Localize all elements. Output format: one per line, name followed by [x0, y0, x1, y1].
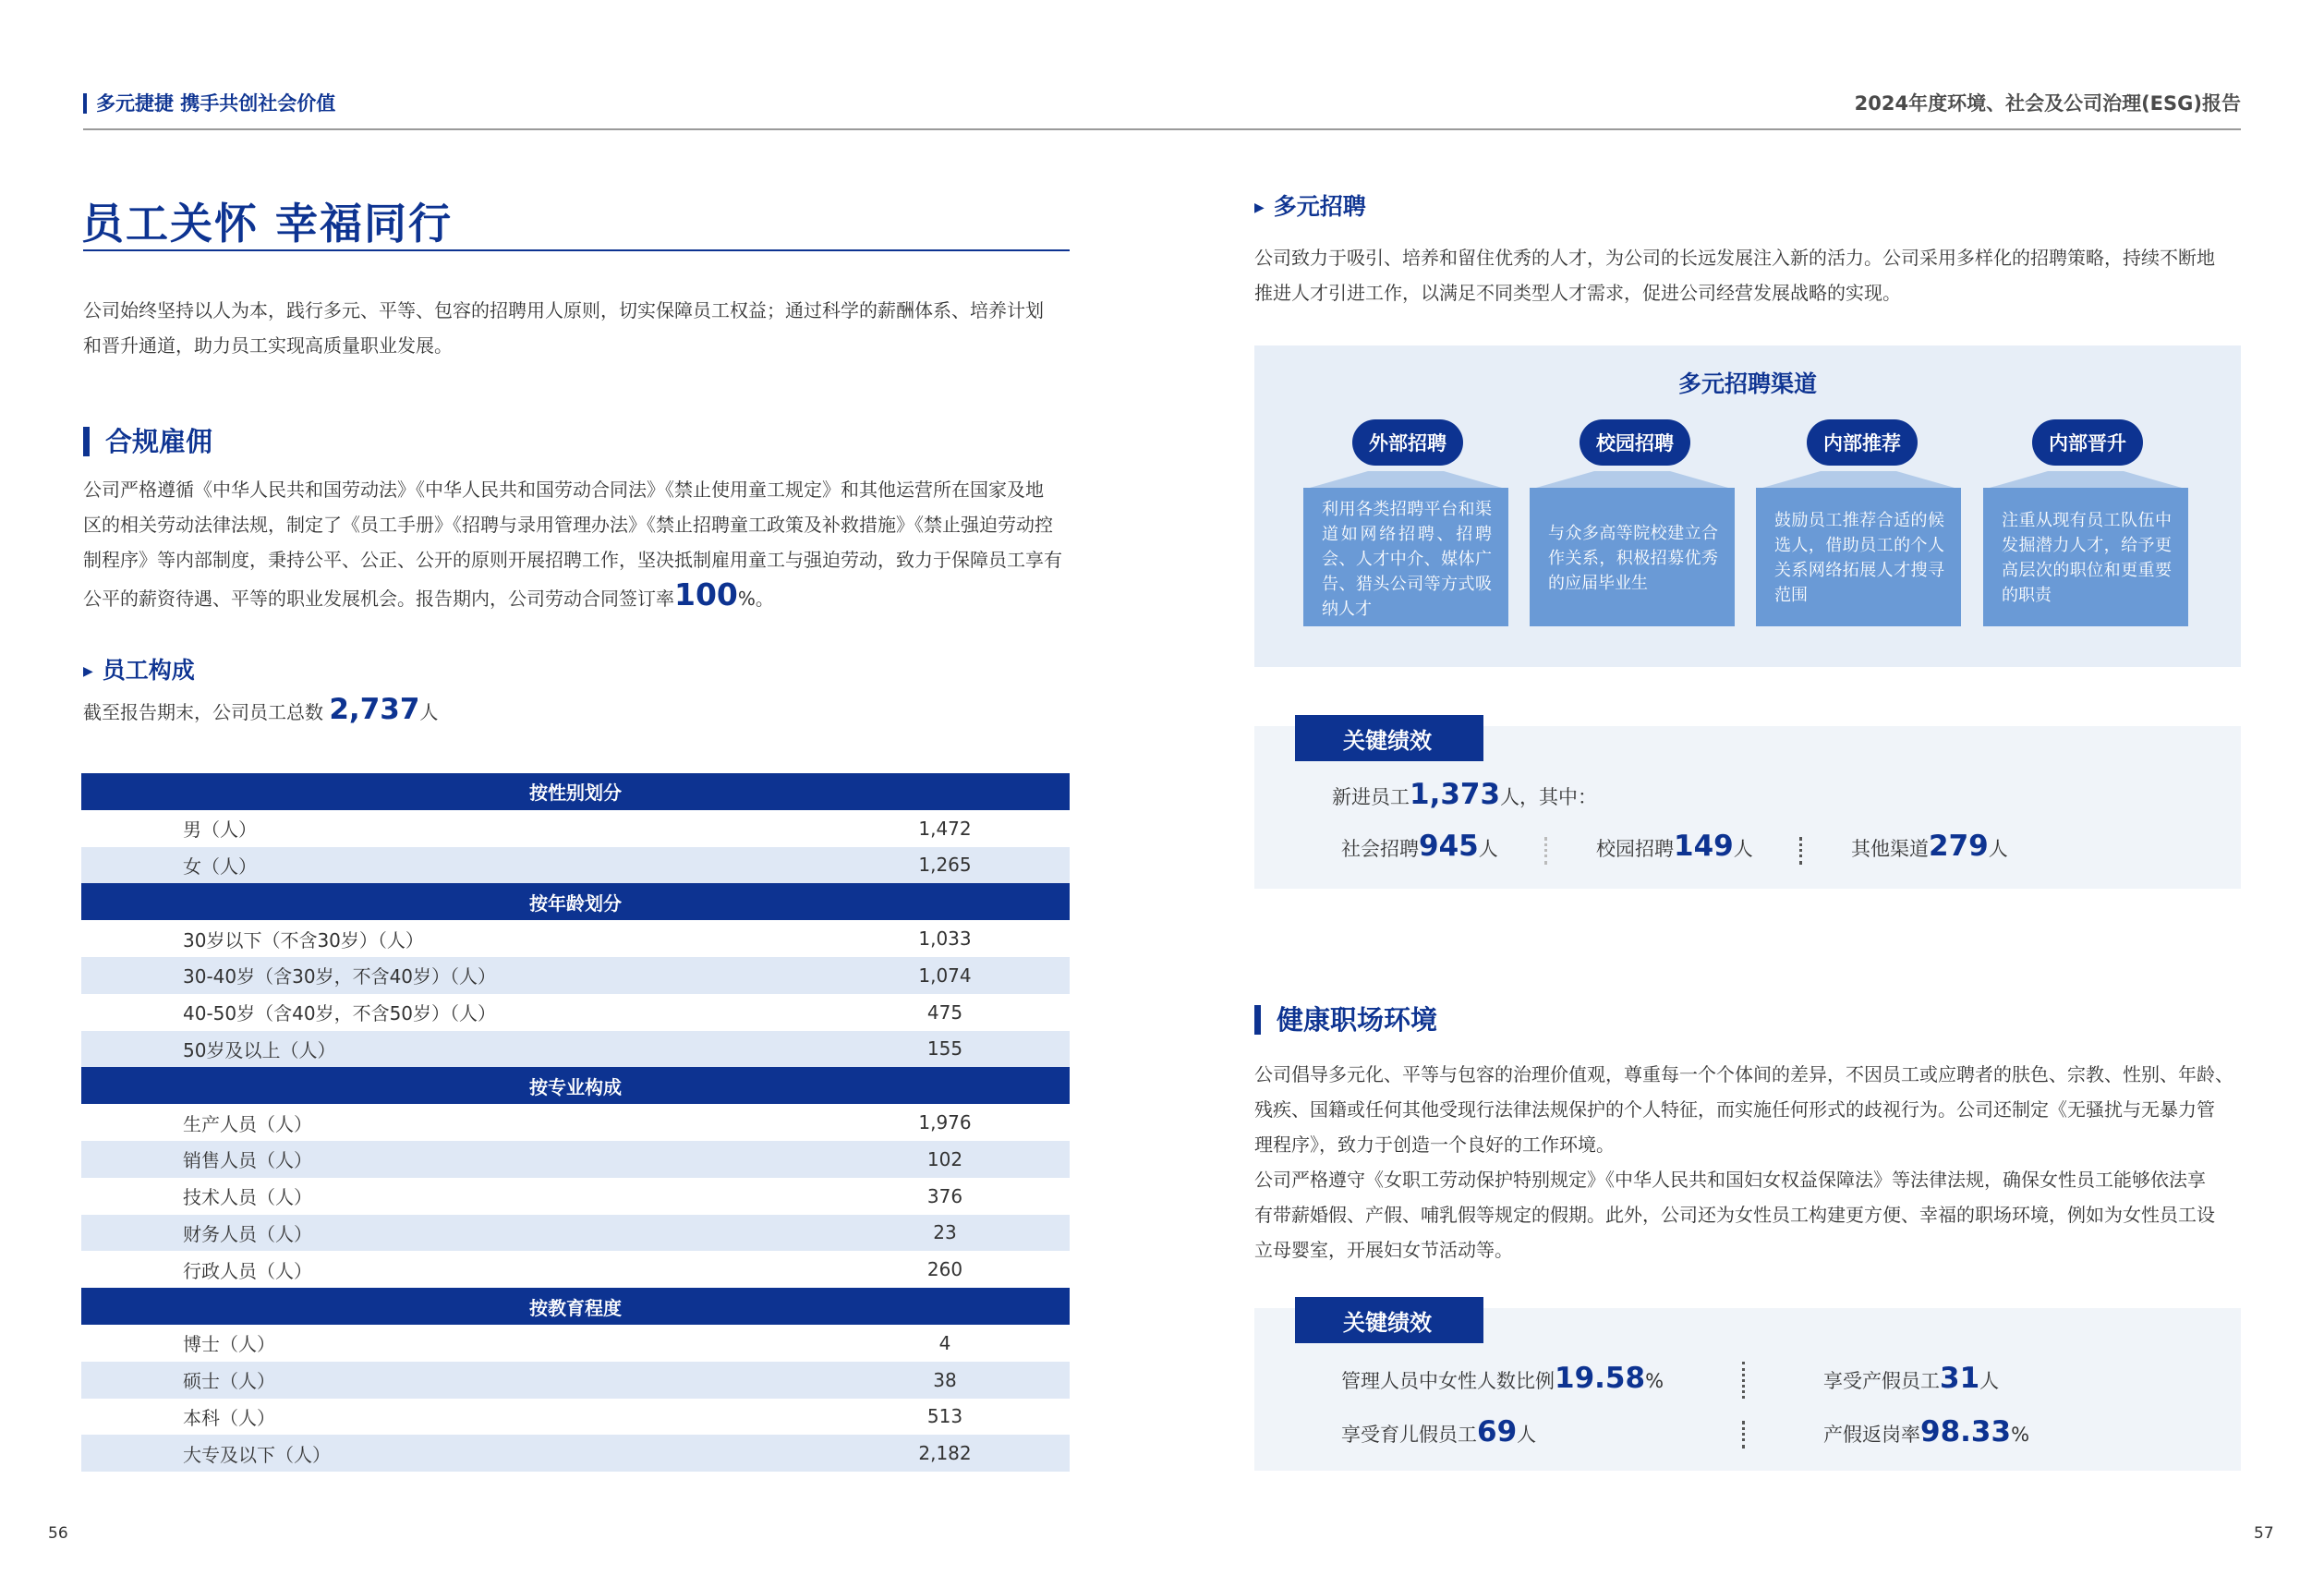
table-row	[81, 1435, 1070, 1472]
row-label: 技术人员（人）	[183, 1186, 312, 1209]
card-notch-shape	[1983, 471, 2188, 490]
health-paragraph	[1254, 1057, 2233, 1267]
kpi-label: 享受育儿假员工	[1341, 1424, 1477, 1446]
contract-rate-value: 100	[674, 576, 738, 612]
header-divider	[83, 128, 2241, 130]
channel-pill-external: 外部招聘	[1352, 419, 1463, 466]
channel-card-promotion	[1983, 471, 2188, 626]
table-row	[81, 810, 1070, 847]
card-notch-shape	[1756, 471, 1961, 490]
channel-desc: 鼓励员工推荐合适的候选人，借助员工的个人关系网络拓展人才搜寻范围	[1756, 488, 1961, 626]
kpi-label: 新进员工	[1332, 786, 1410, 808]
page-number-right: 57	[2254, 1524, 2274, 1543]
channel-desc: 注重从现有员工队伍中发掘潜力人才，给予更高层次的职位和更重要的职责	[1983, 488, 2188, 626]
card-notch-shape	[1303, 471, 1508, 490]
row-label: 男（人）	[183, 818, 257, 842]
kpi-unit: 人	[1517, 1424, 1537, 1446]
page-number-left: 56	[48, 1524, 68, 1543]
kpi-maternity-leave	[1823, 1362, 1999, 1395]
kpi-label: 校园招聘	[1596, 838, 1674, 860]
kpi-suffix: 人，其中：	[1500, 786, 1598, 808]
table-group-header: 按性别划分	[81, 773, 1070, 810]
kpi-unit: 人	[1733, 838, 1753, 860]
triangle-bullet-icon: ▶	[83, 664, 93, 679]
table-group-header: 按教育程度	[81, 1288, 1070, 1325]
kpi-label: 管理人员中女性人数比例	[1341, 1370, 1555, 1392]
compliance-line: 公司严格遵循《中华人民共和国劳动法》《中华人民共和国劳动合同法》《禁止使用童工规定》和其他运营所在国家及地	[83, 479, 1044, 501]
kpi-label: 产假返岗率	[1823, 1424, 1920, 1446]
health-line: 残疾、国籍或任何其他受现行法律法规保护的个人特征，而实施任何形式的歧视行为。公司还制定《无骚扰与无暴力管	[1254, 1098, 2215, 1121]
kpi-box-health	[1254, 1308, 2241, 1471]
kpi-label: 其他渠道	[1851, 838, 1929, 860]
row-value: 1,033	[918, 927, 972, 951]
kpi-divider	[1544, 837, 1547, 865]
employee-total-label: 截至报告期末，公司员工总数	[83, 701, 323, 723]
row-label: 硕士（人）	[183, 1370, 275, 1393]
kpi-unit: 人	[1988, 838, 2008, 860]
kpi-value: 279	[1929, 830, 1989, 863]
employee-total-unit: 人	[419, 701, 439, 723]
row-label: 生产人员（人）	[183, 1112, 312, 1135]
kpi-unit: 人	[1478, 838, 1498, 860]
kpi-unit: %	[1645, 1370, 1664, 1392]
health-line: 公司倡导多元化、平等与包容的治理价值观，尊重每一个个体间的差异，不因员工或应聘者的肤色、宗教、性别、年龄、	[1254, 1063, 2233, 1085]
title-underline	[83, 249, 1070, 251]
table-row	[81, 847, 1070, 884]
subsection-title-text: 多元招聘	[1273, 193, 1366, 220]
subsection-title-recruit	[1254, 194, 1366, 221]
row-label: 销售人员（人）	[183, 1149, 312, 1172]
row-value: 2,182	[918, 1442, 972, 1465]
row-label: 本科（人）	[183, 1406, 275, 1429]
kpi-return-rate	[1823, 1415, 2029, 1449]
subsection-title-text: 员工构成	[102, 657, 195, 684]
table-row	[81, 1104, 1070, 1141]
row-value: 4	[938, 1331, 951, 1354]
row-value: 376	[926, 1184, 963, 1207]
kpi-tag: 关键绩效	[1295, 715, 1483, 761]
kpi-new-employees	[1332, 778, 1597, 811]
table-row	[81, 1362, 1070, 1399]
employee-total-value: 2,737	[329, 693, 420, 726]
row-label: 女（人）	[183, 855, 257, 878]
health-line: 理程序》，致力于创造一个良好的工作环境。	[1254, 1133, 1615, 1156]
row-value: 1,074	[918, 964, 972, 987]
page-title: 员工关怀 幸福同行	[81, 199, 454, 249]
channel-pill-promotion: 内部晋升	[2032, 419, 2143, 466]
recruit-channels-panel	[1254, 345, 2241, 667]
kpi-other-recruit	[1851, 830, 2008, 863]
table-row	[81, 1251, 1070, 1288]
row-value: 102	[926, 1147, 963, 1170]
table-row	[81, 1141, 1070, 1178]
compliance-paragraph	[83, 472, 1062, 616]
table-row	[81, 1031, 1070, 1068]
channel-desc: 利用各类招聘平台和渠道如网络招聘、招聘会、人才中介、媒体广告、猎头公司等方式吸纳人才	[1303, 488, 1508, 626]
kpi-value: 1,373	[1410, 778, 1501, 811]
kpi-childcare-leave	[1341, 1415, 1536, 1449]
header-section-title: 多元捷捷 携手共创社会价值	[83, 93, 335, 114]
row-label: 行政人员（人）	[183, 1259, 312, 1282]
kpi-value: 19.58	[1555, 1362, 1646, 1395]
channel-desc: 与众多高等院校建立合作关系，积极招募优秀的应届毕业生	[1530, 488, 1735, 626]
channels-title: 多元招聘渠道	[1677, 370, 1817, 397]
row-label: 40-50岁（含40岁，不含50岁）（人）	[183, 1002, 497, 1025]
kpi-value: 98.33	[1920, 1415, 2012, 1449]
intro-line: 和晋升通道，助力员工实现高质量职业发展。	[83, 334, 453, 357]
health-line: 有带薪婚假、产假、哺乳假等规定的假期。此外，公司还为女性员工构建更方便、幸福的职场环境，例如为女性员工设	[1254, 1204, 2215, 1226]
kpi-value: 69	[1477, 1415, 1518, 1449]
row-value: 475	[926, 1000, 963, 1024]
kpi-female-mgmt	[1341, 1362, 1664, 1395]
kpi-divider	[1742, 1421, 1745, 1449]
table-row	[81, 1178, 1070, 1215]
kpi-social-recruit	[1341, 830, 1498, 863]
health-line: 立母婴室，开展妇女节活动等。	[1254, 1239, 1513, 1261]
card-notch-shape	[1530, 471, 1735, 490]
health-line: 公司严格遵守《女职工劳动保护特别规定》《中华人民共和国妇女权益保障法》等法律法规，确保女性员工能够依法享	[1254, 1169, 2206, 1191]
intro-paragraph	[83, 293, 1044, 363]
row-label: 50岁及以上（人）	[183, 1038, 336, 1061]
recruit-paragraph	[1254, 240, 2215, 310]
channel-pill-campus: 校园招聘	[1580, 419, 1690, 466]
section-title-compliance: 合规雇佣	[83, 427, 212, 456]
channel-card-external	[1303, 471, 1508, 626]
kpi-box-recruitment	[1254, 726, 2241, 889]
channel-card-referral	[1756, 471, 1961, 626]
kpi-unit: 人	[1979, 1370, 2000, 1392]
compliance-line	[83, 577, 1062, 616]
row-value: 38	[933, 1368, 957, 1391]
row-value: 1,472	[918, 817, 972, 840]
triangle-bullet-icon: ▶	[1254, 200, 1265, 215]
recruit-line: 公司致力于吸引、培养和留住优秀的人才，为公司的长远发展注入新的活力。公司采用多样化的招聘策略，持续不断地	[1254, 247, 2215, 269]
intro-line: 公司始终坚持以人为本，践行多元、平等、包容的招聘用人原则，切实保障员工权益；通过科学的薪酬体系、培养计划	[83, 299, 1044, 321]
kpi-value: 149	[1674, 830, 1734, 863]
compliance-line-text: 公平的薪资待遇、平等的职业发展机会。报告期内，公司劳动合同签订率	[83, 588, 674, 610]
kpi-unit: %	[2011, 1424, 2030, 1446]
row-label: 30岁以下（不含30岁）（人）	[183, 928, 424, 952]
kpi-value: 945	[1419, 830, 1479, 863]
kpi-tag: 关键绩效	[1295, 1297, 1483, 1343]
header-report-title: 2024年度环境、社会及公司治理(ESG)报告	[1854, 92, 2241, 115]
recruit-line: 推进人才引进工作，以满足不同类型人才需求，促进公司经营发展战略的实现。	[1254, 282, 1901, 304]
employee-total	[83, 693, 438, 726]
table-row	[81, 957, 1070, 994]
kpi-divider	[1742, 1362, 1745, 1399]
subsection-title-composition	[83, 658, 195, 685]
table-row	[81, 1325, 1070, 1362]
row-value: 1,976	[918, 1111, 972, 1134]
table-row	[81, 920, 1070, 957]
kpi-divider	[1799, 837, 1802, 865]
row-label: 博士（人）	[183, 1333, 275, 1356]
row-value: 260	[926, 1258, 963, 1281]
kpi-campus-recruit	[1596, 830, 1753, 863]
row-value: 155	[926, 1037, 963, 1061]
table-row	[81, 1215, 1070, 1252]
row-value: 513	[926, 1405, 963, 1428]
kpi-value: 31	[1940, 1362, 1980, 1395]
employee-composition-table	[81, 773, 1070, 1472]
table-group-header: 按专业构成	[81, 1067, 1070, 1104]
kpi-label: 享受产假员工	[1823, 1370, 1940, 1392]
row-label: 财务人员（人）	[183, 1222, 312, 1245]
kpi-label: 社会招聘	[1341, 838, 1419, 860]
row-value: 1,265	[918, 854, 972, 877]
row-label: 30-40岁（含30岁，不含40岁）（人）	[183, 965, 497, 988]
section-title-health: 健康职场环境	[1254, 1005, 1437, 1035]
table-row	[81, 1399, 1070, 1436]
channel-pill-referral: 内部推荐	[1807, 419, 1918, 466]
table-row	[81, 994, 1070, 1031]
contract-rate-unit: %。	[737, 588, 774, 610]
table-group-header: 按年龄划分	[81, 883, 1070, 920]
row-label: 大专及以下（人）	[183, 1443, 331, 1466]
compliance-line: 区的相关劳动法律法规，制定了《员工手册》《招聘与录用管理办法》《禁止招聘童工政策及补救措施》《禁止强迫劳动控	[83, 514, 1053, 536]
channel-card-campus	[1530, 471, 1735, 626]
row-value: 23	[933, 1221, 957, 1244]
compliance-line: 制程序》等内部制度，秉持公平、公正、公开的原则开展招聘工作，坚决抵制雇用童工与强迫劳动，致力于保障员工享有	[83, 549, 1062, 571]
